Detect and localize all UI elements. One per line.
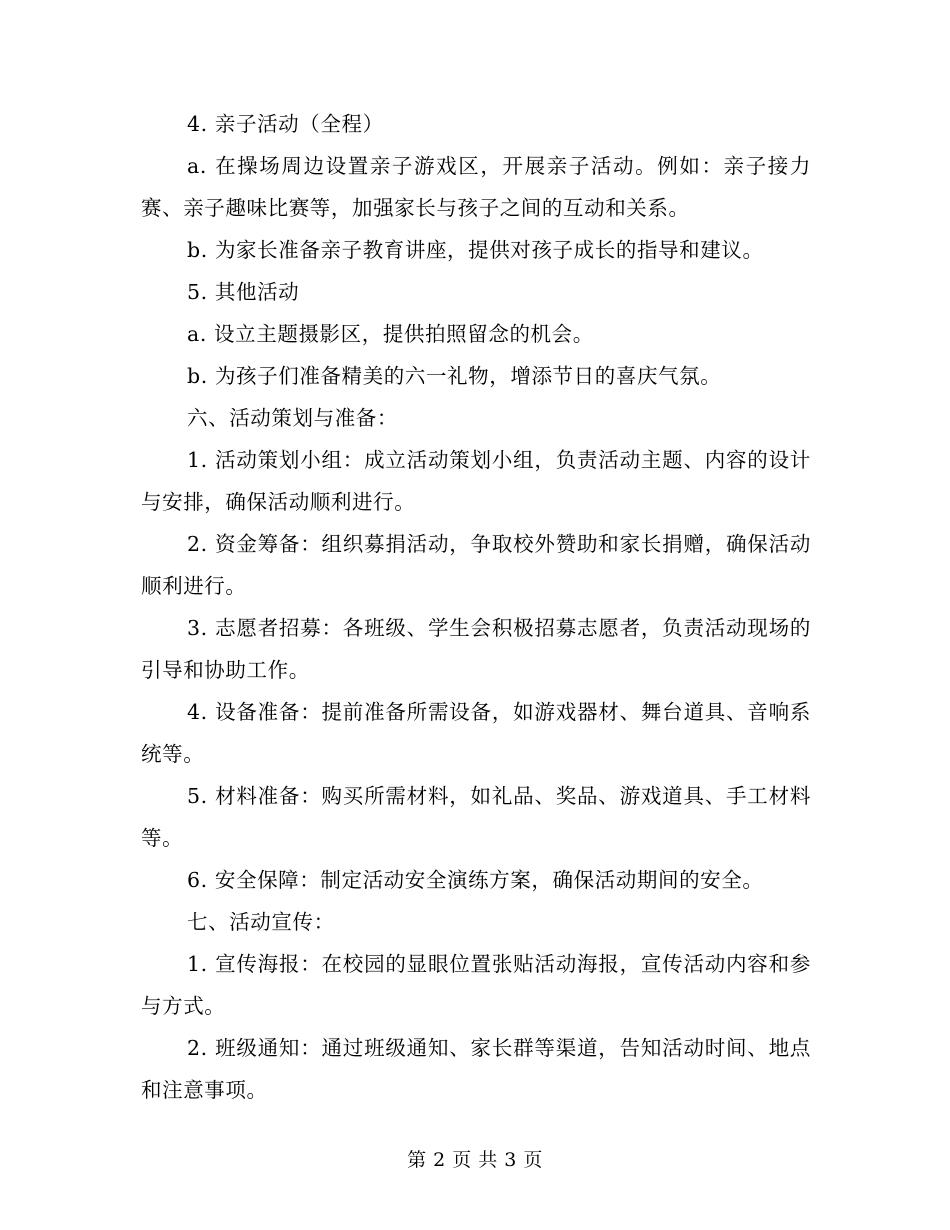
paragraph-gifts: b. 为孩子们准备精美的六一礼物，增添节日的喜庆气氛。 (187, 364, 722, 388)
paragraph-volunteers: 3. 志愿者招募：各班级、学生会积极招募志愿者，负责活动现场的引导和协助工作。 (141, 616, 811, 682)
paragraph-parent-child-activity-heading: 4. 亲子活动（全程） (187, 112, 384, 136)
paragraph-planning-group: 1. 活动策划小组：成立活动策划小组，负责活动主题、内容的设计与安排，确保活动顺利进行。 (141, 448, 811, 514)
paragraph-other-activities-heading: 5. 其他活动 (187, 280, 300, 304)
page-footer: 第 2 页 共 3 页 (407, 1149, 543, 1171)
section-heading-planning: 六、活动策划与准备： (187, 406, 398, 430)
paragraph-equipment: 4. 设备准备：提前准备所需设备，如游戏器材、舞台道具、音响系统等。 (141, 700, 811, 766)
section-heading-publicity: 七、活动宣传： (187, 910, 335, 934)
paragraph-funding: 2. 资金筹备：组织募捐活动，争取校外赞助和家长捐赠，确保活动顺利进行。 (141, 532, 811, 598)
paragraph-photo-area: a. 设立主题摄影区，提供拍照留念的机会。 (187, 322, 594, 346)
paragraph-class-notice: 2. 班级通知：通过班级通知、家长群等渠道，告知活动时间、地点和注意事项。 (141, 1036, 811, 1102)
paragraph-materials: 5. 材料准备：购买所需材料，如礼品、奖品、游戏道具、手工材料等。 (141, 784, 811, 850)
paragraph-safety: 6. 安全保障：制定活动安全演练方案，确保活动期间的安全。 (187, 868, 764, 892)
paragraph-parent-child-games: a. 在操场周边设置亲子游戏区，开展亲子活动。例如：亲子接力赛、亲子趣味比赛等，加强家长与孩子之间的互动和关系。 (141, 154, 811, 220)
document-body (141, 103, 811, 1111)
paragraph-parent-education-lecture: b. 为家长准备亲子教育讲座，提供对孩子成长的指导和建议。 (187, 238, 764, 262)
paragraph-posters: 1. 宣传海报：在校园的显眼位置张贴活动海报，宣传活动内容和参与方式。 (141, 952, 811, 1018)
